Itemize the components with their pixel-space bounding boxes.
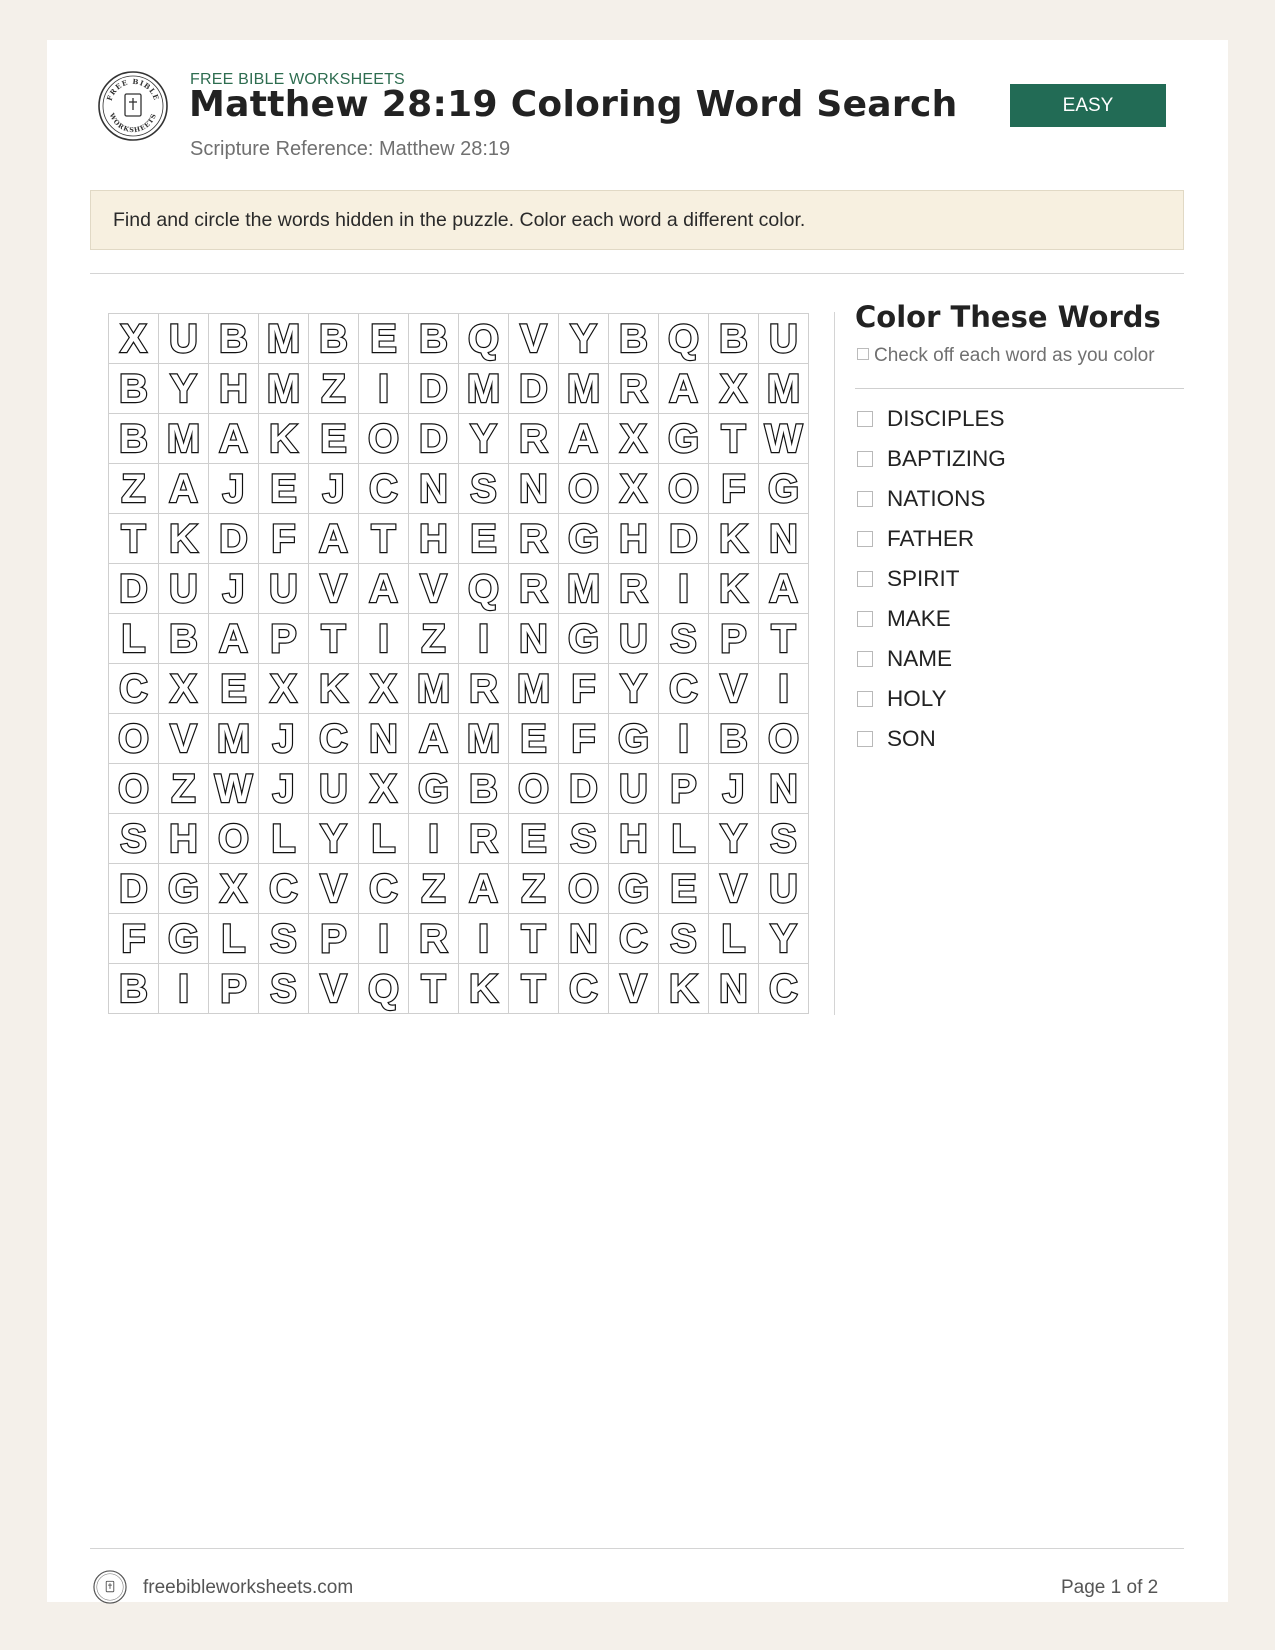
grid-letter[interactable]: K [459, 964, 509, 1014]
grid-letter[interactable]: P [709, 614, 759, 664]
grid-letter[interactable]: S [659, 914, 709, 964]
grid-letter[interactable]: E [359, 314, 409, 364]
grid-letter[interactable]: Y [309, 814, 359, 864]
grid-letter[interactable]: D [409, 414, 459, 464]
grid-letter[interactable]: V [409, 564, 459, 614]
word-checkbox[interactable] [857, 531, 873, 547]
grid-letter[interactable]: C [109, 664, 159, 714]
grid-letter[interactable]: R [509, 514, 559, 564]
grid-letter[interactable]: H [159, 814, 209, 864]
grid-letter[interactable]: B [109, 964, 159, 1014]
grid-letter[interactable]: S [659, 614, 709, 664]
grid-letter[interactable]: M [409, 664, 459, 714]
grid-letter[interactable]: X [359, 764, 409, 814]
grid-letter[interactable]: Z [159, 764, 209, 814]
grid-letter[interactable]: A [309, 514, 359, 564]
grid-letter[interactable]: U [759, 314, 809, 364]
grid-letter[interactable]: B [609, 314, 659, 364]
grid-letter[interactable]: C [359, 464, 409, 514]
grid-letter[interactable]: K [709, 514, 759, 564]
grid-letter[interactable]: D [509, 364, 559, 414]
word-checkbox[interactable] [857, 731, 873, 747]
grid-letter[interactable]: B [459, 764, 509, 814]
grid-letter[interactable]: F [559, 714, 609, 764]
word-label: SPIRIT [887, 566, 960, 591]
grid-letter[interactable]: L [659, 814, 709, 864]
grid-letter[interactable]: Z [509, 864, 559, 914]
word-checkbox[interactable] [857, 411, 873, 427]
grid-letter[interactable]: X [609, 464, 659, 514]
grid-letter[interactable]: Q [359, 964, 409, 1014]
grid-letter[interactable]: I [359, 914, 409, 964]
word-list [855, 399, 1006, 759]
grid-letter[interactable]: T [509, 914, 559, 964]
grid-letter[interactable]: I [659, 564, 709, 614]
grid-letter[interactable]: H [209, 364, 259, 414]
grid-letter[interactable]: X [259, 664, 309, 714]
grid-letter[interactable]: D [659, 514, 709, 564]
grid-letter[interactable]: Z [409, 864, 459, 914]
grid-letter[interactable]: J [309, 464, 359, 514]
grid-letter[interactable]: X [709, 364, 759, 414]
grid-letter[interactable]: Z [109, 464, 159, 514]
grid-letter[interactable]: R [509, 414, 559, 464]
grid-letter[interactable]: R [459, 664, 509, 714]
grid-letter[interactable]: R [609, 564, 659, 614]
grid-letter[interactable]: J [709, 764, 759, 814]
grid-letter[interactable]: Z [309, 364, 359, 414]
grid-letter[interactable]: U [159, 314, 209, 364]
svg-text:FREE BIBLE: FREE BIBLE [104, 76, 162, 102]
grid-letter[interactable]: B [109, 364, 159, 414]
grid-letter[interactable]: T [109, 514, 159, 564]
footer-divider [90, 1548, 1184, 1549]
grid-letter[interactable]: B [309, 314, 359, 364]
grid-letter[interactable]: D [559, 764, 609, 814]
word-checkbox[interactable] [857, 491, 873, 507]
header-divider [90, 273, 1184, 274]
letter-grid [108, 313, 809, 1014]
grid-letter[interactable]: I [159, 964, 209, 1014]
page-title: Matthew 28:19 Coloring Word Search [189, 84, 958, 125]
grid-letter[interactable]: V [609, 964, 659, 1014]
grid-letter[interactable]: D [109, 564, 159, 614]
word-list-subtitle [857, 345, 1155, 367]
grid-letter[interactable]: C [609, 914, 659, 964]
grid-letter[interactable]: C [259, 864, 309, 914]
grid-letter[interactable]: A [209, 414, 259, 464]
grid-letter[interactable]: A [459, 864, 509, 914]
grid-letter[interactable]: M [259, 314, 309, 364]
grid-letter[interactable]: G [609, 864, 659, 914]
grid-letter[interactable]: T [309, 614, 359, 664]
grid-letter[interactable]: D [409, 364, 459, 414]
page-number: Page 1 of 2 [1061, 1577, 1159, 1598]
grid-letter[interactable]: B [209, 314, 259, 364]
grid-letter[interactable]: U [259, 564, 309, 614]
grid-letter[interactable]: L [109, 614, 159, 664]
grid-letter[interactable]: N [759, 514, 809, 564]
grid-letter[interactable]: M [209, 714, 259, 764]
grid-letter[interactable]: A [559, 414, 609, 464]
word-checkbox[interactable] [857, 651, 873, 667]
grid-letter[interactable]: K [259, 414, 309, 464]
grid-letter[interactable]: K [309, 664, 359, 714]
word-checkbox[interactable] [857, 451, 873, 467]
grid-letter[interactable]: P [659, 764, 709, 814]
grid-letter[interactable]: C [759, 964, 809, 1014]
grid-letter[interactable]: S [259, 914, 309, 964]
word-list-item[interactable] [855, 639, 1006, 679]
word-label: NAME [887, 646, 953, 671]
grid-letter[interactable]: N [759, 764, 809, 814]
grid-letter[interactable]: V [309, 864, 359, 914]
grid-letter[interactable]: B [159, 614, 209, 664]
grid-letter[interactable]: H [609, 514, 659, 564]
grid-letter[interactable]: D [209, 514, 259, 564]
grid-letter[interactable]: N [509, 464, 559, 514]
column-divider [834, 312, 835, 1015]
instructions-box [90, 190, 1184, 250]
grid-letter[interactable]: J [209, 464, 259, 514]
grid-letter[interactable]: M [459, 714, 509, 764]
word-list-item[interactable] [855, 479, 1006, 519]
grid-letter[interactable]: R [509, 564, 559, 614]
grid-letter[interactable]: M [259, 364, 309, 414]
grid-letter[interactable]: A [359, 564, 409, 614]
grid-letter[interactable]: E [309, 414, 359, 464]
grid-letter[interactable]: K [709, 564, 759, 614]
grid-letter[interactable]: W [759, 414, 809, 464]
grid-letter[interactable]: R [409, 914, 459, 964]
grid-letter[interactable]: J [209, 564, 259, 614]
bible-cross-icon [125, 94, 141, 116]
grid-letter[interactable]: X [109, 314, 159, 364]
word-list-divider [855, 388, 1184, 389]
grid-letter[interactable]: E [509, 714, 559, 764]
grid-letter[interactable]: U [609, 614, 659, 664]
grid-letter[interactable]: K [159, 514, 209, 564]
word-label: SON [887, 726, 936, 751]
grid-letter[interactable]: P [209, 964, 259, 1014]
grid-letter[interactable]: G [159, 914, 209, 964]
grid-letter[interactable]: O [559, 864, 609, 914]
grid-letter[interactable]: G [159, 864, 209, 914]
grid-letter[interactable]: N [709, 964, 759, 1014]
checkbox-icon [857, 348, 869, 360]
grid-letter[interactable]: B [709, 314, 759, 364]
grid-letter[interactable]: H [609, 814, 659, 864]
grid-letter[interactable]: Q [459, 564, 509, 614]
word-list-item[interactable] [855, 439, 1006, 479]
instructions-text: Find and circle the words hidden in the puzzle. Color each word a different color. [113, 208, 806, 231]
grid-letter[interactable]: L [209, 914, 259, 964]
word-label: MAKE [887, 606, 951, 631]
grid-letter[interactable]: I [759, 664, 809, 714]
grid-letter[interactable]: I [359, 364, 409, 414]
word-label: HOLY [887, 686, 947, 711]
grid-letter[interactable]: V [159, 714, 209, 764]
grid-letter[interactable]: U [759, 864, 809, 914]
grid-letter[interactable]: G [659, 414, 709, 464]
grid-letter[interactable]: O [659, 464, 709, 514]
grid-letter[interactable]: G [559, 614, 609, 664]
grid-letter[interactable]: G [559, 514, 609, 564]
worksheet-page [47, 40, 1228, 1602]
grid-letter[interactable]: N [359, 714, 409, 764]
grid-letter[interactable]: Y [759, 914, 809, 964]
grid-letter[interactable]: C [559, 964, 609, 1014]
grid-letter[interactable]: P [259, 614, 309, 664]
grid-letter[interactable]: Y [459, 414, 509, 464]
grid-letter[interactable]: O [359, 414, 409, 464]
grid-letter[interactable]: E [259, 464, 309, 514]
word-list-item[interactable] [855, 399, 1006, 439]
grid-letter[interactable]: G [609, 714, 659, 764]
grid-letter[interactable]: S [759, 814, 809, 864]
grid-letter[interactable]: F [259, 514, 309, 564]
grid-letter[interactable]: V [309, 564, 359, 614]
grid-letter[interactable]: O [209, 814, 259, 864]
word-list-item[interactable] [855, 519, 1006, 559]
grid-letter[interactable]: A [159, 464, 209, 514]
grid-letter[interactable]: U [159, 564, 209, 614]
grid-letter[interactable]: I [409, 814, 459, 864]
word-checkbox[interactable] [857, 691, 873, 707]
word-label: DISCIPLES [887, 406, 1005, 431]
grid-letter[interactable]: X [359, 664, 409, 714]
footer-logo-icon [93, 1570, 127, 1604]
grid-letter[interactable]: T [359, 514, 409, 564]
grid-letter[interactable]: O [509, 764, 559, 814]
word-list-item[interactable] [855, 559, 1006, 599]
grid-letter[interactable]: U [609, 764, 659, 814]
grid-letter[interactable]: N [409, 464, 459, 514]
grid-letter[interactable]: R [459, 814, 509, 864]
grid-letter[interactable]: S [259, 964, 309, 1014]
grid-letter[interactable]: X [159, 664, 209, 714]
grid-letter[interactable]: L [259, 814, 309, 864]
grid-letter[interactable]: V [709, 864, 759, 914]
grid-letter[interactable]: M [559, 364, 609, 414]
grid-letter[interactable]: Y [709, 814, 759, 864]
grid-letter[interactable]: B [709, 714, 759, 764]
grid-letter[interactable]: C [659, 664, 709, 714]
grid-letter[interactable]: E [459, 514, 509, 564]
grid-letter[interactable]: J [259, 764, 309, 814]
grid-letter[interactable]: M [159, 414, 209, 464]
grid-letter[interactable]: Y [159, 364, 209, 414]
grid-letter[interactable]: M [559, 564, 609, 614]
grid-letter[interactable]: X [609, 414, 659, 464]
grid-letter[interactable]: N [559, 914, 609, 964]
brand-label: FREE BIBLE WORKSHEETS [190, 71, 405, 88]
grid-letter[interactable]: S [459, 464, 509, 514]
word-list-title: Color These Words [855, 300, 1161, 334]
grid-letter[interactable]: T [709, 414, 759, 464]
word-checkbox[interactable] [857, 611, 873, 627]
word-list-item[interactable] [855, 599, 1006, 639]
grid-letter[interactable]: B [409, 314, 459, 364]
grid-letter[interactable]: L [359, 814, 409, 864]
grid-letter[interactable]: S [559, 814, 609, 864]
word-label: NATIONS [887, 486, 986, 511]
grid-letter[interactable]: K [659, 964, 709, 1014]
grid-letter[interactable]: F [559, 664, 609, 714]
grid-letter[interactable]: D [109, 864, 159, 914]
grid-letter[interactable]: A [409, 714, 459, 764]
grid-letter[interactable]: M [759, 364, 809, 414]
grid-letter[interactable]: O [559, 464, 609, 514]
grid-letter[interactable]: C [359, 864, 409, 914]
grid-letter[interactable]: V [509, 314, 559, 364]
word-label: FATHER [887, 526, 975, 551]
grid-letter[interactable]: E [659, 864, 709, 914]
grid-letter[interactable]: O [109, 714, 159, 764]
grid-letter[interactable]: L [709, 914, 759, 964]
grid-letter[interactable]: O [109, 764, 159, 814]
grid-letter[interactable]: T [409, 964, 459, 1014]
footer-site-link[interactable]: freebibleworksheets.com [143, 1577, 354, 1598]
word-list-subtitle-text: Check off each word as you color [874, 345, 1155, 366]
word-list-item[interactable] [855, 719, 1006, 759]
grid-letter[interactable]: Y [559, 314, 609, 364]
scripture-reference: Scripture Reference: Matthew 28:19 [190, 138, 511, 160]
word-search-puzzle [108, 313, 809, 1014]
grid-letter[interactable]: P [309, 914, 359, 964]
grid-letter[interactable]: A [759, 564, 809, 614]
grid-letter[interactable]: I [459, 614, 509, 664]
grid-letter[interactable]: T [759, 614, 809, 664]
grid-letter[interactable]: V [309, 964, 359, 1014]
grid-letter[interactable]: E [209, 664, 259, 714]
grid-letter[interactable]: J [259, 714, 309, 764]
grid-letter[interactable]: Q [459, 314, 509, 364]
grid-letter[interactable]: F [109, 914, 159, 964]
grid-letter[interactable]: A [209, 614, 259, 664]
grid-letter[interactable]: C [309, 714, 359, 764]
grid-letter[interactable]: U [309, 764, 359, 814]
grid-letter[interactable]: H [409, 514, 459, 564]
grid-letter[interactable]: I [659, 714, 709, 764]
grid-letter[interactable]: E [509, 814, 559, 864]
grid-letter[interactable]: F [709, 464, 759, 514]
grid-letter[interactable]: G [409, 764, 459, 814]
grid-letter[interactable]: V [709, 664, 759, 714]
grid-letter[interactable]: X [209, 864, 259, 914]
grid-letter[interactable]: R [609, 364, 659, 414]
grid-letter[interactable]: Q [659, 314, 709, 364]
grid-letter[interactable]: T [509, 964, 559, 1014]
grid-letter[interactable]: S [109, 814, 159, 864]
grid-letter[interactable]: A [659, 364, 709, 414]
word-checkbox[interactable] [857, 571, 873, 587]
word-label: BAPTIZING [887, 446, 1006, 471]
grid-letter[interactable]: I [459, 914, 509, 964]
grid-letter[interactable]: I [359, 614, 409, 664]
grid-letter[interactable]: Y [609, 664, 659, 714]
grid-letter[interactable]: O [759, 714, 809, 764]
grid-letter[interactable]: M [459, 364, 509, 414]
grid-letter[interactable]: M [509, 664, 559, 714]
grid-letter[interactable]: B [109, 414, 159, 464]
word-list-item[interactable] [855, 679, 1006, 719]
svg-text:WORKSHEETS: WORKSHEETS [107, 111, 159, 135]
logo-seal-icon [97, 70, 169, 142]
grid-letter[interactable]: G [759, 464, 809, 514]
difficulty-badge[interactable]: EASY [1010, 84, 1166, 127]
grid-letter[interactable]: W [209, 764, 259, 814]
grid-letter[interactable]: N [509, 614, 559, 664]
grid-letter[interactable]: Z [409, 614, 459, 664]
